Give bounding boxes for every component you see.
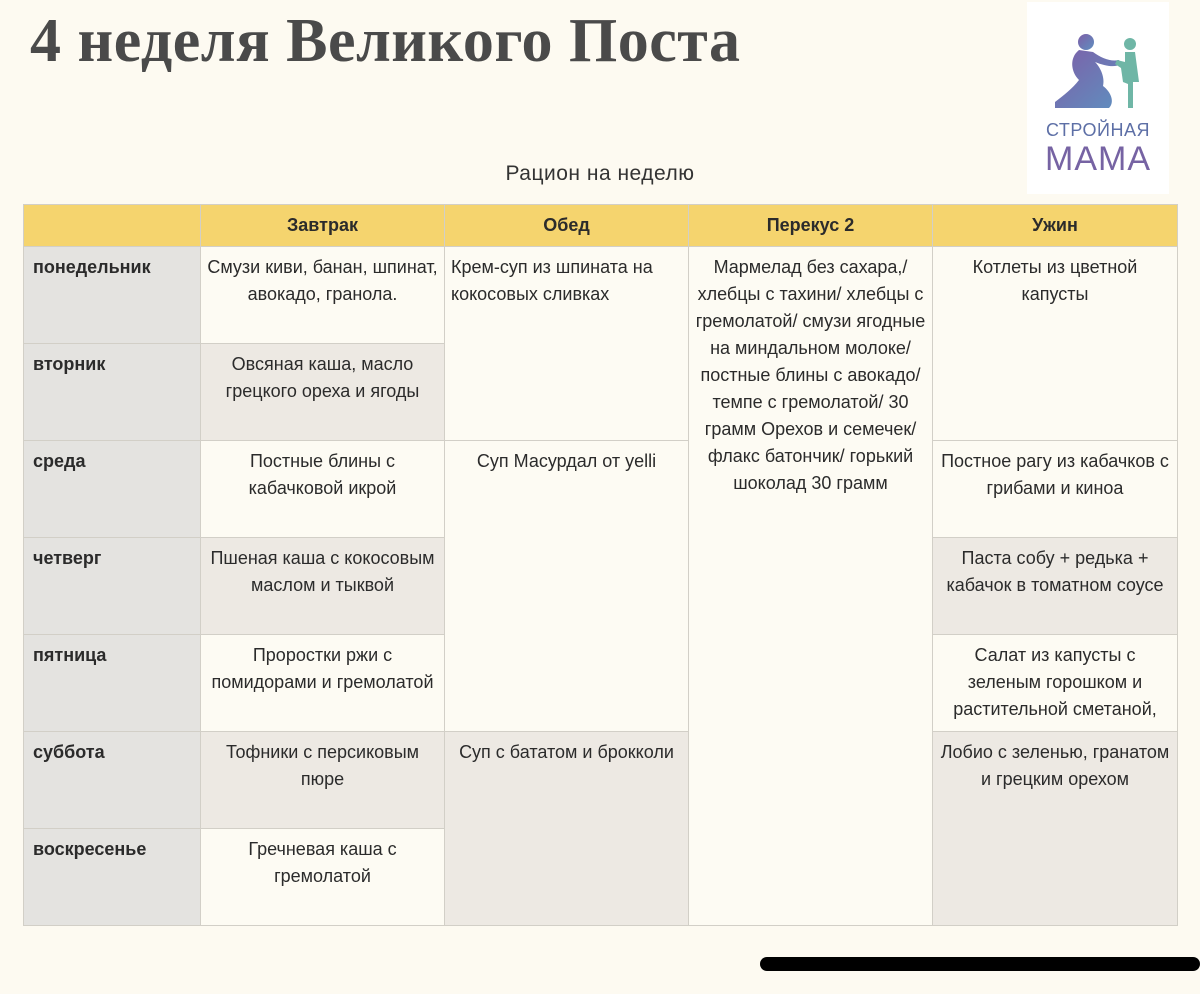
breakfast-saturday: Тофники с персиковым пюре — [201, 732, 445, 829]
lunch-sat-sun: Суп с бататом и брокколи — [445, 732, 689, 926]
day-friday: пятница — [24, 635, 201, 732]
breakfast-monday: Смузи киви, банан, шпинат, авокадо, гранола. — [201, 247, 445, 344]
lunch-wed-fri: Суп Масурдал от yelli — [445, 441, 689, 732]
day-wednesday: среда — [24, 441, 201, 538]
day-saturday: суббота — [24, 732, 201, 829]
dinner-thursday: Паста собу + редька + кабачок в томатном соусе — [933, 538, 1178, 635]
header-snack: Перекус 2 — [689, 205, 933, 247]
weekly-meal-table — [23, 204, 1178, 926]
table-row — [24, 247, 1178, 344]
breakfast-sunday: Гречневая каша с гремолатой — [201, 829, 445, 926]
table-header-row — [24, 205, 1178, 247]
day-tuesday: вторник — [24, 344, 201, 441]
day-thursday: четверг — [24, 538, 201, 635]
mother-child-icon — [1049, 32, 1147, 114]
breakfast-thursday: Пшеная каша с кокосовым маслом и тыквой — [201, 538, 445, 635]
breakfast-friday: Проростки ржи с помидорами и гремолатой — [201, 635, 445, 732]
header-breakfast: Завтрак — [201, 205, 445, 247]
logo-text-line2: МАМА — [1045, 140, 1151, 178]
table-row — [24, 441, 1178, 538]
breakfast-tuesday: Овсяная каша, масло грецкого ореха и ягоды — [201, 344, 445, 441]
day-monday: понедельник — [24, 247, 201, 344]
dinner-friday: Салат из капусты с зеленым горошком и растительной сметаной, — [933, 635, 1178, 732]
horizontal-scrollbar[interactable] — [760, 957, 1200, 971]
table-caption: Рацион на неделю — [505, 162, 695, 185]
dinner-mon-tue: Котлеты из цветной капусты — [933, 247, 1178, 441]
day-sunday: воскресенье — [24, 829, 201, 926]
table-row — [24, 732, 1178, 829]
dinner-sat-sun: Лобио с зеленью, гранатом и грецким орехом — [933, 732, 1178, 926]
breakfast-wednesday: Постные блины с кабачковой икрой — [201, 441, 445, 538]
snack-all-week: Мармелад без сахара,/ хлебцы с тахини/ хлебцы с гремолатой/ смузи ягодные на миндальном молоке/ постные блины с авокадо/ темпе с гремолатой/ 30 грамм Орехов и семечек/ флакс батончик/ горький шоколад 30 грамм — [689, 247, 933, 926]
logo-text-line1: СТРОЙНАЯ — [1046, 120, 1150, 140]
header-empty — [24, 205, 201, 247]
page-title: 4 неделя Великого Поста — [30, 7, 741, 75]
header-lunch: Обед — [445, 205, 689, 247]
lunch-mon-tue: Крем-суп из шпината на кокосовых сливках — [445, 247, 689, 441]
dinner-wednesday: Постное рагу из кабачков с грибами и киноа — [933, 441, 1178, 538]
header-dinner: Ужин — [933, 205, 1178, 247]
